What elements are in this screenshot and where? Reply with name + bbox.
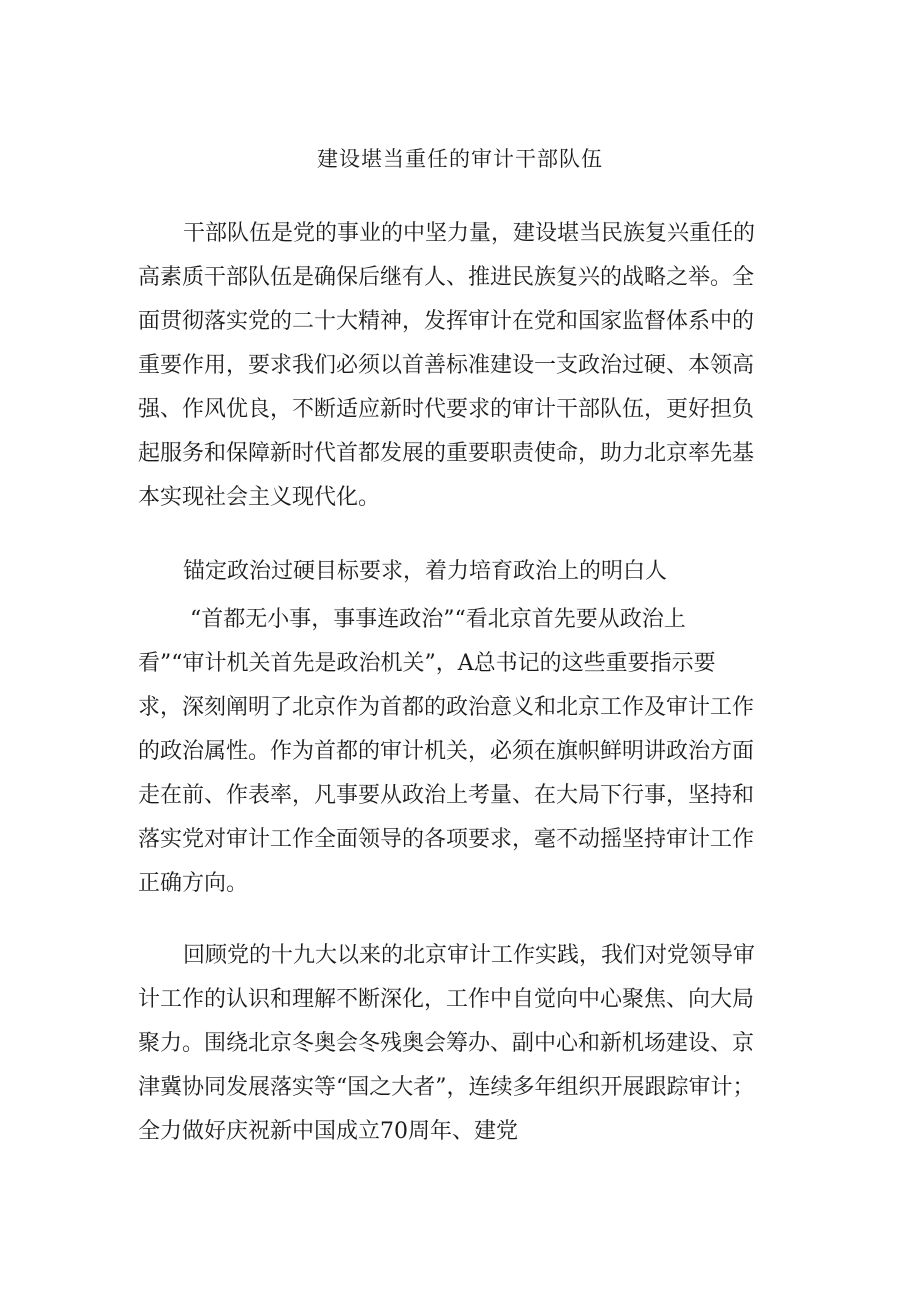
text-line: 面贯彻落实党的二十大精神，发挥审计在党和国家监督体系中的 bbox=[138, 309, 755, 334]
text-line: 回顾党的十九大以来的北京审计工作实践，我们对党领导审 bbox=[183, 943, 756, 968]
text-line: 津冀协同发展落实等“国之大者”，连续多年组织开展跟踪审计； bbox=[138, 1075, 755, 1100]
text-line: 正确方向。 bbox=[138, 871, 249, 896]
text-line: 本实现社会主义现代化。 bbox=[138, 485, 381, 510]
text-line: 落实党对审计工作全面领导的各项要求，毫不动摇坚持审计工作 bbox=[138, 827, 755, 852]
document-title: 建设堪当重任的审计干部队伍 bbox=[317, 147, 603, 171]
text-line: 高素质干部队伍是确保后继有人、推进民族复兴的战略之举。全 bbox=[138, 265, 755, 290]
section-heading: 锚定政治过硬目标要求，着力培育政治上的明白人 bbox=[183, 559, 668, 584]
text-line: 的政治属性。作为首都的审计机关，必须在旗帜鲜明讲政治方面 bbox=[138, 739, 755, 764]
text-line: 重要作用，要求我们必须以首善标准建设一支政治过硬、本领高 bbox=[138, 353, 755, 378]
text-line: 干部队伍是党的事业的中坚力量，建设堪当民族复兴重任的 bbox=[183, 221, 756, 246]
text-line: 强、作风优良，不断适应新时代要求的审计干部队伍，更好担负 bbox=[138, 397, 755, 422]
text-line: 看”“审计机关首先是政治机关”，A总书记的这些重要指示要 bbox=[138, 651, 716, 676]
text-line: 计工作的认识和理解不断深化，工作中自觉向中心聚焦、向大局 bbox=[138, 987, 755, 1012]
text-line: 全力做好庆祝新中国成立70周年、建党 bbox=[138, 1119, 518, 1144]
text-line: 求，深刻阐明了北京作为首都的政治意义和北京工作及审计工作 bbox=[138, 695, 755, 720]
text-line: 起服务和保障新时代首都发展的重要职责使命，助力北京率先基 bbox=[138, 441, 755, 466]
text-line: 走在前、作表率，凡事要从政治上考量、在大局下行事，坚持和 bbox=[138, 783, 755, 808]
text-line: “首都无小事，事事连政治”“看北京首先要从政治上 bbox=[190, 607, 686, 632]
text-line: 聚力。围绕北京冬奥会冬残奥会筹办、副中心和新机场建设、京 bbox=[138, 1031, 755, 1056]
